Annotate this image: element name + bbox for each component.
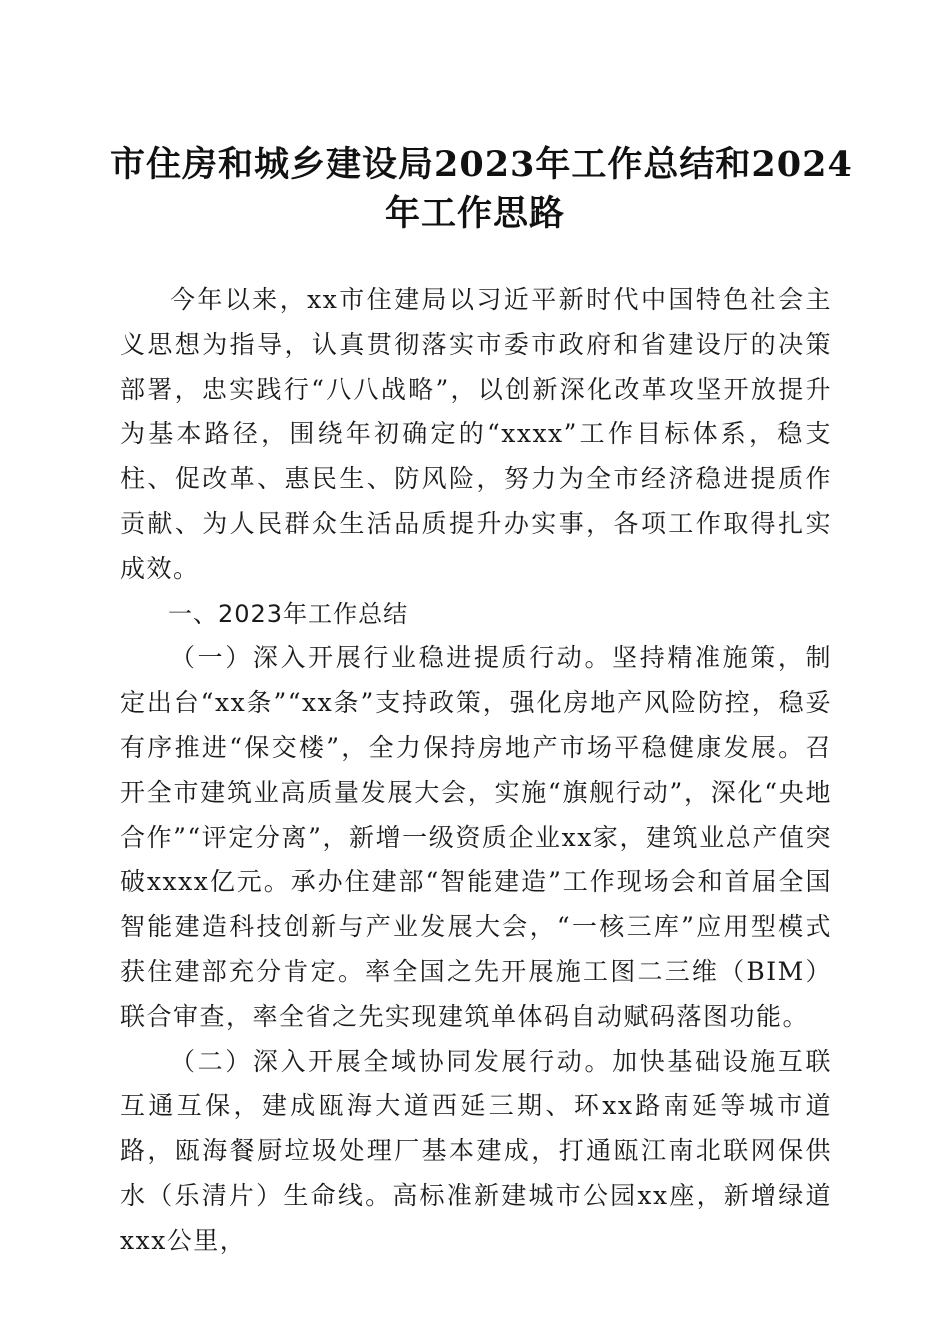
document-body [120,278,832,1264]
title-line-2: 年工作思路 [384,193,565,234]
intro-paragraph: 今年以来，xx市住建局以习近平新时代中国特色社会主义思想为指导，认真贯彻落实市委市政府和省建设厅的决策部署，忠实践行“八八战略”，以创新深化改革攻坚开放提升为基本路径，围绕年初确定的“xxxx”工作目标体系，稳支柱、促改革、惠民生、防风险，努力为全市经济稳进提质作贡献、为人民群众生活品质提升办实事，各项工作取得扎实成效。 [120,285,832,583]
document-title [110,140,853,238]
item-1-lead: （一）深入开展行业稳进提质行动。 [170,643,613,673]
title-line-1: 市住房和城乡建设局2023年工作总结和2024 [110,144,853,185]
item-2-lead: （二）深入开展全域协同发展行动。 [170,1046,613,1076]
item-2-text: 加快基础设施互联互通互保，建成瓯海大道西延三期、环xx路南延等城市道路，瓯海餐厨垃圾处理厂基本建成，打通瓯江南北联网保供水（乐清片）生命线。高标准新建城市公园xx座，新增绿道xxx公里， [120,1046,832,1255]
paragraph-item-1 [120,636,832,1039]
item-1-text: 坚持精准施策，制定出台“xx条”“xx条”支持政策，强化房地产风险防控，稳妥有序推进“保交楼”，全力保持房地产市场平稳健康发展。召开全市建筑业高质量发展大会，实施“旗舰行动”，深化“央地合作”“评定分离”，新增一级资质企业xx家，建筑业总产值突破xxxx亿元。承办住建部“智能建造”工作现场会和首届全国智能建造科技创新与产业发展大会，“一核三库”应用型模式获住建部充分肯定。率全国之先开展施工图二三维（BIM）联合审查，率全省之先实现建筑单体码自动赋码落图功能。 [120,643,832,1031]
section-heading-summary: 一、2023年工作总结 [168,599,409,628]
paragraph-item-2 [120,1040,832,1264]
